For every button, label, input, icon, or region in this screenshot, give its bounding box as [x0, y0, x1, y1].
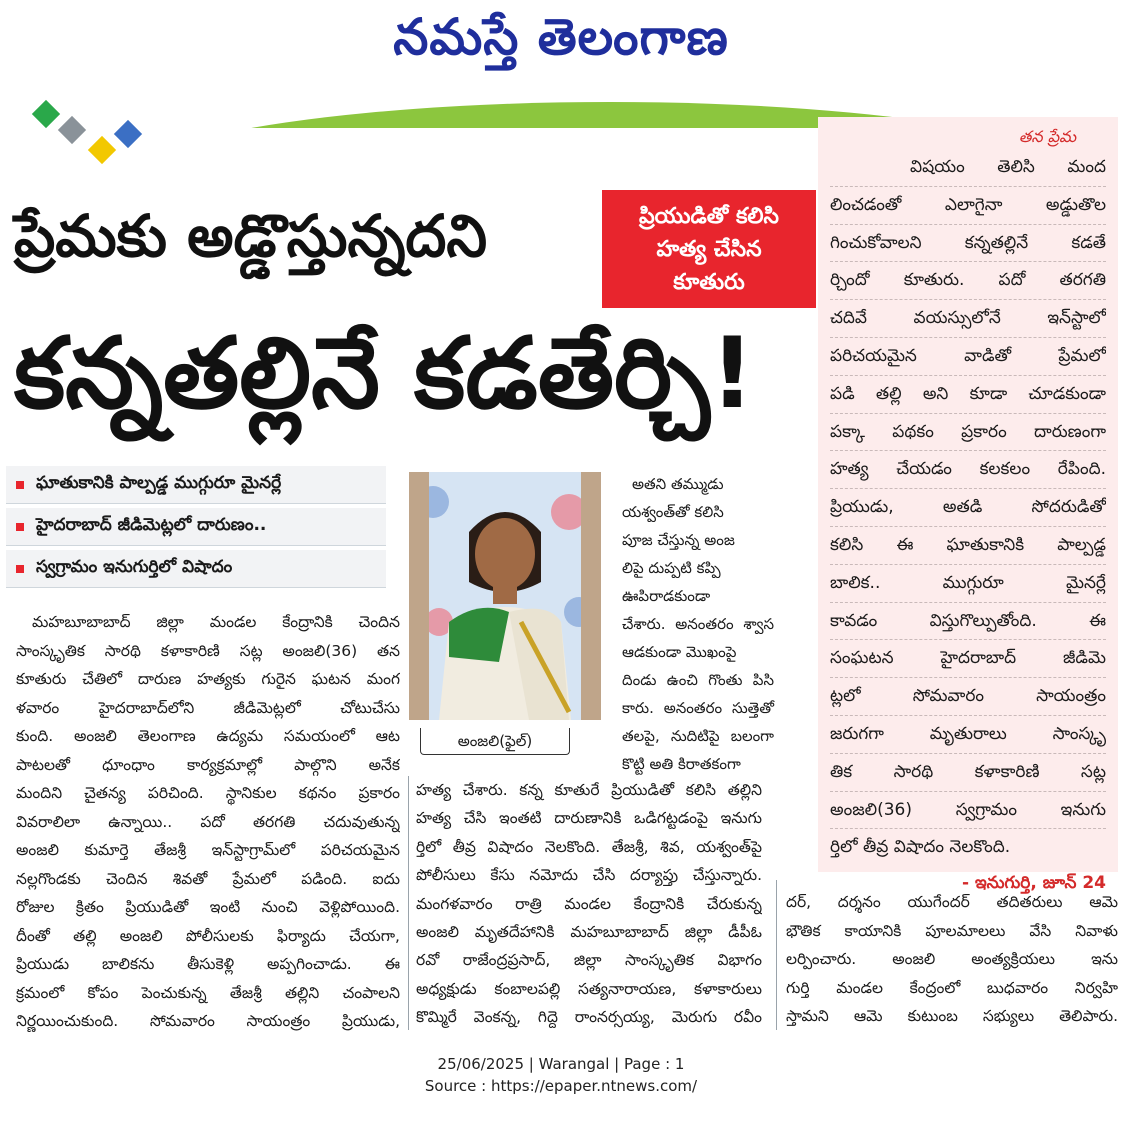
headline-line-1: ప్రేమకు అడ్డొస్తున్నదని: [14, 202, 488, 270]
text-line: దర్, దర్శనం యుగేందర్ తదితరులు ఆమె: [786, 893, 1118, 911]
column-beside-photo: [622, 470, 772, 778]
text-line: సాంస్కృతిక సారథి కళాకారిణి సట్ల అంజలి(36) తన: [16, 641, 400, 660]
kicker-box-line: ప్రియుడితో కలిసి: [638, 204, 779, 229]
text-line: అతని తమ్ముడు: [632, 475, 724, 493]
kicker-box-line: హత్య చేసిన: [656, 237, 762, 262]
sidebar-line: సంఘటన హైదరాబాద్ జీడిమె: [830, 640, 1106, 678]
sidebar-line: కలిసి ఈ ఘాతుకానికి పాల్పడ్డ: [830, 527, 1106, 565]
text-line: అంజలి మృతదేహానికి మహబూబాబాద్ జిల్లా డీపీఓ: [416, 923, 762, 942]
text-line: లర్పించారు. అంజలి అంత్యక్రియలు ఇను: [786, 950, 1118, 968]
text-line: పోలీసులు కేసు నమోదు చేసి దర్యాప్తు చేస్తున్నారు.: [416, 866, 762, 885]
body-column-right: [786, 888, 1118, 1031]
bullet-text: హైదరాబాద్ జీడిమెట్లలో దారుణం..: [36, 514, 267, 535]
text-line: స్తామని ఆమె కుటుంబ సభ్యులు తెలిపారు.: [786, 1007, 1118, 1025]
sidebar-line: ర్తిలో తీవ్ర విషాదం నెలకొంది.: [830, 837, 1011, 858]
text-line: మంగళవారం రాత్రి మండల కేంద్రానికి చేరుకున్న: [416, 894, 762, 913]
photo-caption: అంజలి(ఫైల్): [420, 728, 570, 755]
sidebar-line: జరుగగా మృతురాలు సాంస్కృ: [830, 716, 1106, 754]
sidebar-kicker: తన ప్రేమ: [1018, 127, 1076, 146]
masthead-title: నమస్తే తెలంగాణ: [393, 7, 729, 66]
text-line: చేశారు. అనంతరం శ్వాస: [622, 615, 774, 633]
text-line: లిపై దుప్పటి కప్పి: [622, 559, 721, 577]
text-line: యశ్వంత్‌తో కలిసి: [622, 503, 724, 521]
text-line: మహబూబాబాద్ జిల్లా మండల కేంద్రానికి చెందిన: [32, 613, 400, 631]
sidebar-line: చదివే వయస్సులోనే ఇన్‌స్టాలో: [830, 300, 1106, 338]
text-line: హత్య చేశారు. కన్న కూతురే ప్రియుడితో కలిసి తల్లిని: [416, 781, 762, 799]
sidebar-line: బాలిక.. ముగ్గురూ మైనర్లే: [830, 565, 1106, 603]
body-column-middle: [416, 776, 762, 1032]
footer-source: Source : https://epaper.ntnews.com/: [424, 1077, 698, 1095]
column-divider: [776, 880, 777, 1030]
text-line: వివరాలిలా ఉన్నాయి.. పదో తరగతి చదువుతున్న: [16, 812, 400, 831]
text-line: కొట్టి అతి కిరాతకంగా: [622, 755, 741, 773]
bullet-item: [6, 550, 386, 588]
text-line: ఊపిరాడకుండా: [622, 587, 711, 605]
column-divider: [408, 776, 409, 1030]
sidebar-line: తిక సారథి కళాకారిణి సట్ల: [830, 754, 1106, 792]
text-line: నల్లగొండకు చెందిన శివతో ప్రేమలో పడింది. ఐదు: [16, 869, 400, 888]
sidebar-line: విషయం తెలిసి మంద: [830, 149, 1106, 187]
sidebar-line: ప్రియుడు, అతడి సోదరుడితో: [830, 489, 1106, 527]
text-line: తలపై, నుదిటిపై బలంగా: [622, 727, 774, 745]
text-line: కూతురు చేతిలో దారుణ హత్యకు గురైన ఘటన మంగ: [16, 670, 400, 688]
sidebar-story: [818, 117, 1118, 894]
text-line: అధ్యక్షుడు కంబాలపల్లి సత్యనారాయణ, కళాకారులు: [416, 979, 762, 998]
bullet-item: [6, 466, 386, 504]
text-line: దీంతో తల్లి అంజలి పోలీసులకు ఫిర్యాదు చేయగా,: [16, 926, 400, 945]
text-line: కారు. అనంతరం సుత్తెతో: [622, 699, 774, 717]
text-line: పాటలతో ధూంధాం కార్యక్రమాల్లో పాల్గొని అనేక: [16, 755, 400, 774]
logo-square-green: [32, 100, 60, 128]
sidebar-dateline: - ఇనుగుర్తి, జూన్ 24: [962, 873, 1106, 894]
logo-square-blue: [114, 120, 142, 148]
bullet-square-icon: [16, 481, 24, 489]
text-line: గుర్తి మండల కేంద్రంలో బుధవారం నిర్వహి: [786, 978, 1118, 997]
portrait-photo: [409, 472, 601, 720]
headline-line-2: కన్నతల్లినే కడతేర్చి!: [14, 317, 755, 431]
text-line: రవో రాజేంద్రప్రసాద్, జిల్లా సాంస్కృతిక విభాగం: [416, 951, 762, 970]
text-line: కుంది. అంజలి తెలంగాణ ఉద్యమ సమయంలో ఆట: [16, 727, 400, 745]
text-line: ళవారం హైదరాబాద్‌లోని జీడిమెట్లలో చోటుచేసు: [16, 698, 400, 717]
body-column-left: [16, 608, 400, 1036]
bullet-square-icon: [16, 565, 24, 573]
text-line: క్రమంలో కోపం పెంచుకున్న తేజశ్రీ తల్లిని చంపాలని: [16, 983, 400, 1002]
sidebar-line: హత్య చేయడం కలకలం రేపింది.: [830, 451, 1106, 489]
kicker-box: [602, 190, 816, 308]
text-line: దిండు ఉంచి గొంతు పిసి: [622, 671, 774, 689]
sidebar-line: కావడం విస్తుగొల్పుతోంది. ఈ: [830, 603, 1106, 641]
sidebar-line: ట్లలో సోమవారం సాయంత్రం: [830, 678, 1106, 716]
kicker-box-line: కూతురు: [673, 270, 745, 295]
sidebar-line: అంజలి(36) స్వగ్రామం ఇనుగు: [830, 792, 1106, 830]
sidebar-line: ర్చిందో కూతురు. పదో తరగతి: [830, 262, 1106, 300]
text-line: అంజలి కుమార్తె తేజశ్రీ ఇన్‌స్టాగ్రామ్‌లో పరిచయమైన: [16, 841, 400, 859]
page-footer: [0, 1053, 1122, 1097]
text-line: నిర్ణయించుకుంది. సోమవారం సాయంత్రం ప్రియుడు,: [16, 1012, 400, 1030]
bullet-text: స్వగ్రామం ఇనుగుర్తిలో విషాదం: [36, 556, 233, 577]
sidebar-line: లించడంతో ఎలాగైనా అడ్డుతొల: [830, 187, 1106, 225]
sidebar-line: పరిచయమైన వాడితో ప్రేమలో: [830, 338, 1106, 376]
logo-square-gray: [58, 116, 86, 144]
text-line: మందిని చైతన్య పరిచింది. స్థానికుల కథనం ప్రకారం: [16, 784, 400, 802]
text-line: భౌతిక కాయానికి పూలమాలలు వేసి నివాళు: [786, 921, 1118, 940]
bullet-list: [6, 466, 386, 592]
footer-date-edition: 25/06/2025 | Warangal | Page : 1: [437, 1055, 685, 1073]
portrait-illustration: [409, 472, 601, 720]
text-line: కొమ్మిరే వెంకన్న, గిద్దె రాంనర్సయ్య, మెరుగు రవీం: [416, 1008, 762, 1027]
logo-square-yellow: [88, 136, 116, 164]
text-line: ప్రియుడు బాలికను తీసుకెళ్లి అప్పగించాడు. ఈ: [16, 955, 400, 973]
bullet-square-icon: [16, 523, 24, 531]
text-line: ఆడకుండా మొఖంపై: [622, 643, 737, 661]
sidebar-line: గించుకోవాలని కన్నతల్లినే కడతే: [830, 225, 1106, 263]
text-line: రోజుల క్రితం ప్రియుడితో ఇంటి నుంచి వెళ్లిపోయింది.: [16, 898, 400, 916]
sidebar-line: పడి తల్లి అని కూడా చూడకుండా: [830, 376, 1106, 414]
masthead: [0, 0, 1122, 72]
bullet-item: [6, 508, 386, 546]
text-line: హత్య చేసి ఇంతటి దారుణానికి ఒడిగట్టడంపై ఇనుగు: [416, 809, 762, 828]
text-line: పూజ చేస్తున్న అంజ: [622, 531, 735, 549]
bullet-text: ఘాతుకానికి పాల్పడ్డ ముగ్గురూ మైనర్లే: [36, 472, 282, 493]
sidebar-line: పక్కా పథకం ప్రకారం దారుణంగా: [830, 414, 1106, 452]
text-line: ర్తిలో తీవ్ర విషాదం నెలకొంది. తేజశ్రీ, శివ, యశ్వంత్‌పై: [416, 837, 762, 856]
